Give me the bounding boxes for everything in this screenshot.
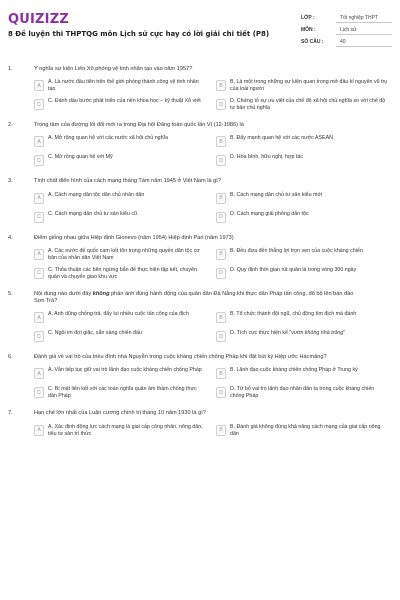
answer-options bbox=[8, 79, 392, 112]
question-header bbox=[8, 291, 392, 305]
option-text bbox=[230, 330, 349, 337]
option-letter-box[interactable]: B bbox=[216, 80, 226, 91]
answer-option-b[interactable] bbox=[216, 248, 392, 262]
option-text: C. Thỏa thuận các bên ngừng bắn để thực hiện tập kết, chuyển quân và chuyển giao khu vực bbox=[48, 266, 197, 280]
option-text: D. Quy định thời gian rút quân là trong vòng 300 ngày bbox=[230, 266, 357, 273]
answer-option-a[interactable] bbox=[34, 135, 210, 149]
option-text: A. Anh dũng chống trả, đẩy lui nhiều cuộc tấn công của địch bbox=[48, 311, 189, 318]
option-text: A. Mở rộng quan hệ với các nước xã hội chủ nghĩa bbox=[48, 135, 168, 142]
option-text: A. Là nước đầu tiên trên thế giới phóng thành công vệ tinh nhân tạo bbox=[48, 79, 199, 93]
option-letter-box[interactable]: A bbox=[34, 136, 44, 147]
answer-option-c[interactable] bbox=[34, 330, 210, 344]
question-text: Ý nghĩa sự kiện Liên Xô phóng vệ tinh nhân tạo vào năm 1957? bbox=[34, 66, 193, 72]
answer-option-a[interactable] bbox=[34, 79, 210, 93]
question-text bbox=[34, 291, 392, 305]
answer-option-b[interactable] bbox=[216, 367, 392, 381]
option-text: B. Cách mạng dân chủ tư sản kiểu mới bbox=[230, 191, 323, 198]
option-text-part: " bbox=[343, 330, 346, 337]
question-number: 6. bbox=[8, 354, 13, 361]
option-text: B. Đánh giá không đúng khả năng cách mạng của giai cấp nông dân bbox=[230, 423, 381, 437]
option-text: B. Lãnh đạo cuộc kháng chiến chống Pháp ở Trung kỳ bbox=[230, 367, 358, 374]
info-table bbox=[301, 12, 392, 48]
question-number: 5. bbox=[8, 290, 13, 297]
option-letter-box[interactable]: A bbox=[34, 312, 44, 323]
emphasis-text: vườn không nhà trống bbox=[291, 330, 344, 337]
answer-option-c[interactable] bbox=[34, 267, 210, 281]
answer-option-c[interactable] bbox=[34, 386, 210, 400]
option-text: B. Đẩy mạnh quan hệ với các nước ASEAN bbox=[230, 135, 333, 142]
option-text: D. Chứng tỏ sự ưu việt của chế độ xã hội chủ nghĩa so với chế độ tư bản chủ nghĩa bbox=[230, 98, 386, 112]
option-letter-box[interactable]: B bbox=[216, 136, 226, 147]
option-text: A. Vẫn tiếp tục giữ vai trò lãnh đạo cuộc kháng chiến chống Pháp bbox=[48, 367, 202, 374]
emphasis-text: không bbox=[92, 290, 110, 297]
option-letter-box[interactable]: A bbox=[34, 80, 44, 91]
option-text: C. Cách mạng dân chủ tư sản kiểu cũ bbox=[48, 210, 137, 217]
answer-option-c[interactable] bbox=[34, 211, 210, 225]
question-number: 2. bbox=[8, 122, 13, 129]
info-value: Lịch sử bbox=[336, 25, 392, 35]
answer-option-d[interactable] bbox=[216, 98, 392, 112]
answer-option-d[interactable] bbox=[216, 330, 392, 344]
option-letter-box[interactable]: D bbox=[216, 387, 226, 398]
question-number: 4. bbox=[8, 234, 13, 241]
option-letter-box[interactable]: D bbox=[216, 268, 226, 279]
option-letter-box[interactable]: D bbox=[216, 99, 226, 110]
question-item bbox=[0, 122, 400, 168]
question-text: Hạn chế lớn nhất của Luận cương chính trị tháng 10 năm 1930 là gì? bbox=[34, 410, 206, 417]
page-title: 8 Đề luyện thi THPTQG môn Lịch sử cực hay có lời giải chi tiết (P8) bbox=[8, 30, 270, 38]
info-row-class bbox=[301, 12, 392, 24]
question-item bbox=[0, 178, 400, 224]
question-number: 1. bbox=[8, 66, 13, 72]
option-letter-box[interactable]: D bbox=[216, 155, 226, 166]
question-item bbox=[0, 66, 400, 112]
option-letter-box[interactable]: B bbox=[216, 368, 226, 379]
option-letter-box[interactable]: A bbox=[34, 368, 44, 379]
question-text-part: Nội dung nào dưới đây bbox=[34, 290, 93, 297]
question-header bbox=[8, 66, 392, 73]
option-letter-box[interactable]: D bbox=[216, 331, 226, 342]
option-text: C. Ngôi im đợi giặc, sẵn sàng chiến đấu bbox=[48, 330, 142, 337]
option-letter-box[interactable]: C bbox=[34, 212, 44, 223]
answer-options bbox=[8, 311, 392, 344]
worksheet-header bbox=[0, 0, 400, 64]
option-text: B. Tổ chức thành đội ngũ, chủ động tìm địch mà đánh bbox=[230, 311, 357, 318]
question-text: Đánh giá về vai trò của triều đình nhà Nguyễn trong cuộc kháng chiến chống Pháp khi đặt bút ký Hiệp ước Hácmăng? bbox=[34, 354, 327, 361]
question-item bbox=[0, 354, 400, 400]
answer-option-a[interactable] bbox=[34, 192, 210, 206]
option-text-part: D. Tích cực thực hiện kế " bbox=[230, 330, 292, 337]
question-item bbox=[0, 410, 400, 437]
info-row-subject bbox=[301, 24, 392, 36]
option-text: D. Cách mạng giải phóng dân tộc bbox=[230, 210, 309, 217]
question-number: 3. bbox=[8, 178, 13, 185]
question-header bbox=[8, 410, 392, 417]
answer-options bbox=[8, 248, 392, 281]
answer-option-b[interactable] bbox=[216, 424, 392, 438]
info-label: SỐ CÂU : bbox=[301, 39, 324, 45]
option-text: D. Từ bỏ vai trò lãnh đạo nhân dân ta trong cuộc kháng chiến chống Pháp bbox=[230, 386, 375, 400]
quizizz-logo[interactable]: QUIZIZZ bbox=[8, 12, 69, 27]
option-letter-box[interactable]: D bbox=[216, 212, 226, 223]
option-letter-box[interactable]: B bbox=[216, 193, 226, 204]
option-letter-box[interactable]: C bbox=[34, 387, 44, 398]
option-letter-box[interactable]: B bbox=[216, 312, 226, 323]
option-text: C. Đánh dấu bước phát triển của nền khoa học – kỹ thuật Xô viết bbox=[48, 98, 201, 105]
answer-option-a[interactable] bbox=[34, 311, 210, 325]
answer-option-a[interactable] bbox=[34, 367, 210, 381]
question-header bbox=[8, 354, 392, 361]
option-text: D. Hòa bình, hữu nghị, hợp tác bbox=[230, 154, 303, 161]
answer-option-d[interactable] bbox=[216, 154, 392, 168]
answer-options bbox=[8, 135, 392, 168]
question-text: Điểm giống nhau giữa Hiệp định Gionevo (năm 1954) Hiệp định Pari (năm 1973) bbox=[34, 234, 234, 241]
question-text-part: phản ánh đúng hành động của quân dân Đà Nẵng khi thực dân Pháp tấn công, đổ bộ lên bán đảo Sơn Trà? bbox=[34, 290, 354, 305]
option-text: A. Xác định động lực cách mạng là giai cấp công nhân, nông dân, tiểu tư sản trí thức bbox=[48, 423, 203, 437]
answer-option-b[interactable] bbox=[216, 79, 392, 93]
answer-option-d[interactable] bbox=[216, 386, 392, 400]
answer-option-d[interactable] bbox=[216, 267, 392, 281]
info-label: LỚP : bbox=[301, 15, 315, 21]
option-letter-box[interactable]: B bbox=[216, 425, 226, 436]
question-header bbox=[8, 235, 392, 242]
answer-option-b[interactable] bbox=[216, 192, 392, 206]
question-item bbox=[0, 291, 400, 344]
option-text: C. Bí mật liên kết với các toán nghĩa quân âm thầm chống thực dân Pháp bbox=[48, 386, 197, 400]
option-text: A. Cách mạng dân tộc dân chủ nhân dân bbox=[48, 191, 145, 198]
option-letter-box[interactable]: C bbox=[34, 155, 44, 166]
question-item bbox=[0, 235, 400, 281]
option-text: C. Mở rộng quan hệ với Mỹ bbox=[48, 154, 113, 161]
answer-option-c[interactable] bbox=[34, 154, 210, 168]
question-list bbox=[0, 66, 400, 448]
info-row-question-count bbox=[301, 36, 392, 48]
option-letter-box[interactable]: C bbox=[34, 268, 44, 279]
info-label: MÔN : bbox=[301, 27, 316, 33]
answer-option-b[interactable] bbox=[216, 135, 392, 149]
option-text: A. Các nước đế quốc cam kết tôn trọng những quyền dân tộc cơ bản của nhân dân Việt Nam bbox=[48, 247, 200, 261]
answer-options bbox=[8, 192, 392, 225]
question-header bbox=[8, 178, 392, 185]
option-letter-box[interactable]: C bbox=[34, 331, 44, 342]
option-letter-box[interactable]: A bbox=[34, 425, 44, 436]
option-text: B. Đều đưa đến thắng lợi trọn vẹn của cuộc kháng chiến bbox=[230, 247, 363, 254]
option-letter-box[interactable]: C bbox=[34, 99, 44, 110]
answer-option-a[interactable] bbox=[34, 248, 210, 262]
info-value: 40 bbox=[336, 37, 392, 47]
answer-options bbox=[8, 424, 392, 438]
answer-option-a[interactable] bbox=[34, 424, 210, 438]
question-text: Tính chất điển hình của cách mạng tháng Tám năm 1945 ở Việt Nam là gì? bbox=[34, 178, 221, 185]
question-header bbox=[8, 122, 392, 129]
option-letter-box[interactable]: A bbox=[34, 193, 44, 204]
answer-option-b[interactable] bbox=[216, 311, 392, 325]
answer-options bbox=[8, 367, 392, 400]
option-letter-box[interactable]: B bbox=[216, 249, 226, 260]
answer-option-c[interactable] bbox=[34, 98, 210, 112]
option-letter-box[interactable]: A bbox=[34, 249, 44, 260]
option-text: B. Là một trong những sự kiện quan trọng mở đầu kỉ nguyên vũ trụ của loài người bbox=[230, 79, 388, 93]
info-value: Tốt nghiệp THPT bbox=[336, 13, 392, 23]
question-number: 7. bbox=[8, 410, 13, 417]
question-text: Trọng tâm của đường lối đổi mới ra trong Đại hội Đảng toàn quốc lần VI (12-1986) là bbox=[34, 122, 244, 129]
answer-option-d[interactable] bbox=[216, 211, 392, 225]
